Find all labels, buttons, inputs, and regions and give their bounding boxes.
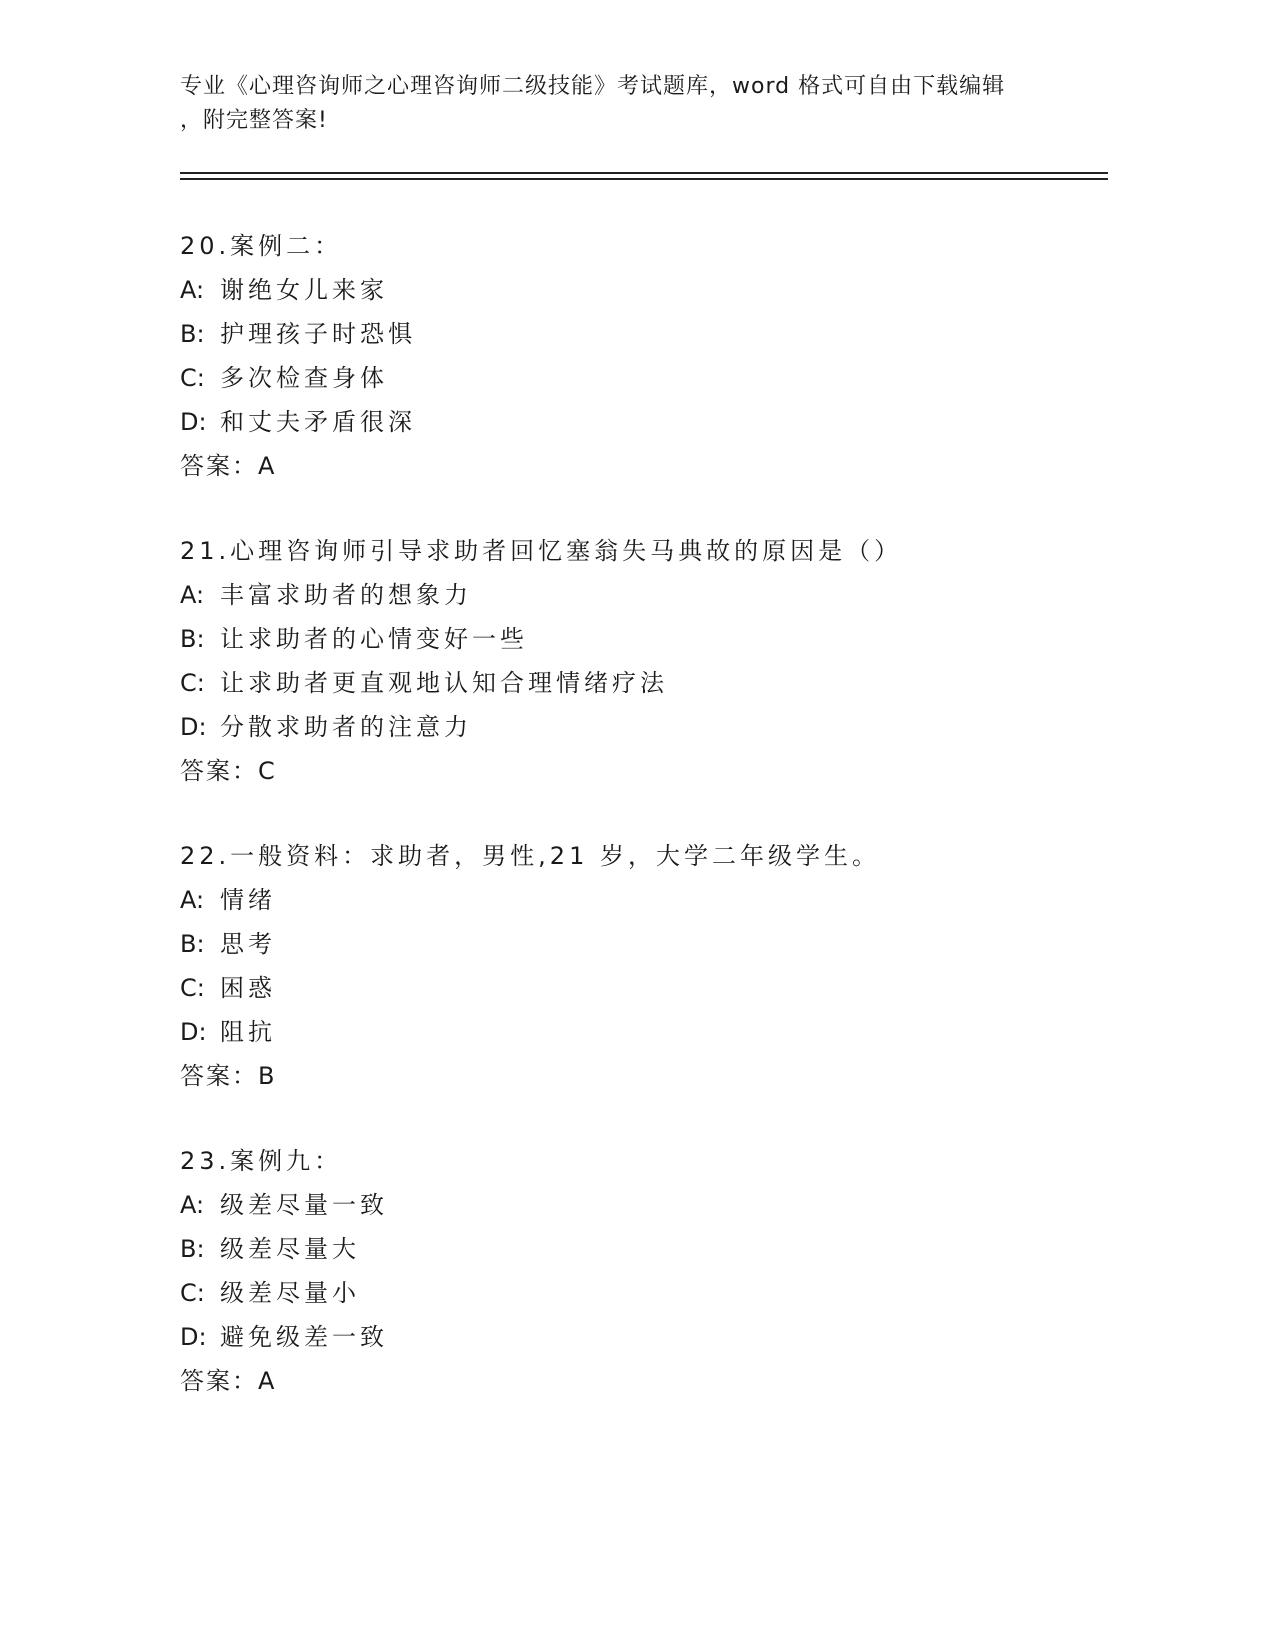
- option-letter: D:: [180, 1323, 207, 1351]
- document-header: [180, 70, 1060, 138]
- answer-label: 答案：: [180, 1062, 258, 1090]
- question-block: [180, 529, 1080, 793]
- option-letter: D:: [180, 713, 207, 741]
- question-stem: 23.案例九：: [180, 1147, 343, 1175]
- option-text: 让求助者的心情变好一些: [220, 625, 528, 653]
- option-letter: C:: [180, 669, 205, 697]
- option-text: 情绪: [220, 886, 276, 914]
- option-d: [180, 1010, 1080, 1054]
- header-line-1: 专业《心理咨询师之心理咨询师二级技能》考试题库，word 格式可自由下载编辑: [180, 74, 1006, 99]
- option-text: 级差尽量大: [220, 1235, 360, 1263]
- option-a: [180, 1183, 1080, 1227]
- option-d: [180, 1315, 1080, 1359]
- option-text: 分散求助者的注意力: [220, 713, 472, 741]
- option-text: 避免级差一致: [220, 1323, 388, 1351]
- option-d: [180, 705, 1080, 749]
- option-text: 丰富求助者的想象力: [220, 581, 472, 609]
- answer-value: C: [258, 757, 275, 785]
- option-letter: B:: [180, 320, 205, 348]
- option-letter: D:: [180, 408, 207, 436]
- option-a: [180, 268, 1080, 312]
- option-letter: C:: [180, 1279, 205, 1307]
- option-text: 多次检查身体: [220, 364, 388, 392]
- option-d: [180, 400, 1080, 444]
- option-letter: A:: [180, 276, 205, 304]
- option-text: 思考: [220, 930, 276, 958]
- option-b: [180, 617, 1080, 661]
- option-b: [180, 922, 1080, 966]
- option-c: [180, 1271, 1080, 1315]
- option-letter: A:: [180, 1191, 205, 1219]
- option-c: [180, 966, 1080, 1010]
- option-text: 级差尽量一致: [220, 1191, 388, 1219]
- option-letter: B:: [180, 1235, 205, 1263]
- answer-value: B: [258, 1062, 275, 1090]
- option-letter: C:: [180, 364, 205, 392]
- question-block: [180, 224, 1080, 488]
- option-text: 级差尽量小: [220, 1279, 360, 1307]
- option-text: 让求助者更直观地认知合理情绪疗法: [220, 669, 668, 697]
- option-text: 谢绝女儿来家: [220, 276, 388, 304]
- question-block: [180, 1139, 1080, 1403]
- option-c: [180, 356, 1080, 400]
- option-letter: A:: [180, 886, 205, 914]
- answer-label: 答案：: [180, 1367, 258, 1395]
- question-stem: 20.案例二：: [180, 232, 343, 260]
- option-text: 护理孩子时恐惧: [220, 320, 416, 348]
- option-b: [180, 312, 1080, 356]
- answer-line: [180, 1054, 1080, 1098]
- option-a: [180, 573, 1080, 617]
- option-letter: B:: [180, 625, 205, 653]
- answer-label: 答案：: [180, 452, 258, 480]
- answer-line: [180, 444, 1080, 488]
- option-letter: D:: [180, 1018, 207, 1046]
- option-letter: B:: [180, 930, 205, 958]
- option-text: 和丈夫矛盾很深: [220, 408, 416, 436]
- option-b: [180, 1227, 1080, 1271]
- question-stem: 21.心理咨询师引导求助者回忆塞翁失马典故的原因是（）: [180, 537, 903, 565]
- header-line-2: ，附完整答案!: [180, 108, 328, 133]
- option-text: 阻抗: [220, 1018, 276, 1046]
- answer-value: A: [258, 1367, 275, 1395]
- answer-value: A: [258, 452, 275, 480]
- question-stem: 22.一般资料：求助者，男性,21 岁，大学二年级学生。: [180, 842, 880, 870]
- answer-label: 答案：: [180, 757, 258, 785]
- answer-line: [180, 749, 1080, 793]
- option-a: [180, 878, 1080, 922]
- header-divider-bottom: [180, 178, 1108, 180]
- option-letter: C:: [180, 974, 205, 1002]
- option-letter: A:: [180, 581, 205, 609]
- option-c: [180, 661, 1080, 705]
- option-text: 困惑: [220, 974, 276, 1002]
- header-divider-top: [180, 172, 1108, 174]
- answer-line: [180, 1359, 1080, 1403]
- question-block: [180, 834, 1080, 1098]
